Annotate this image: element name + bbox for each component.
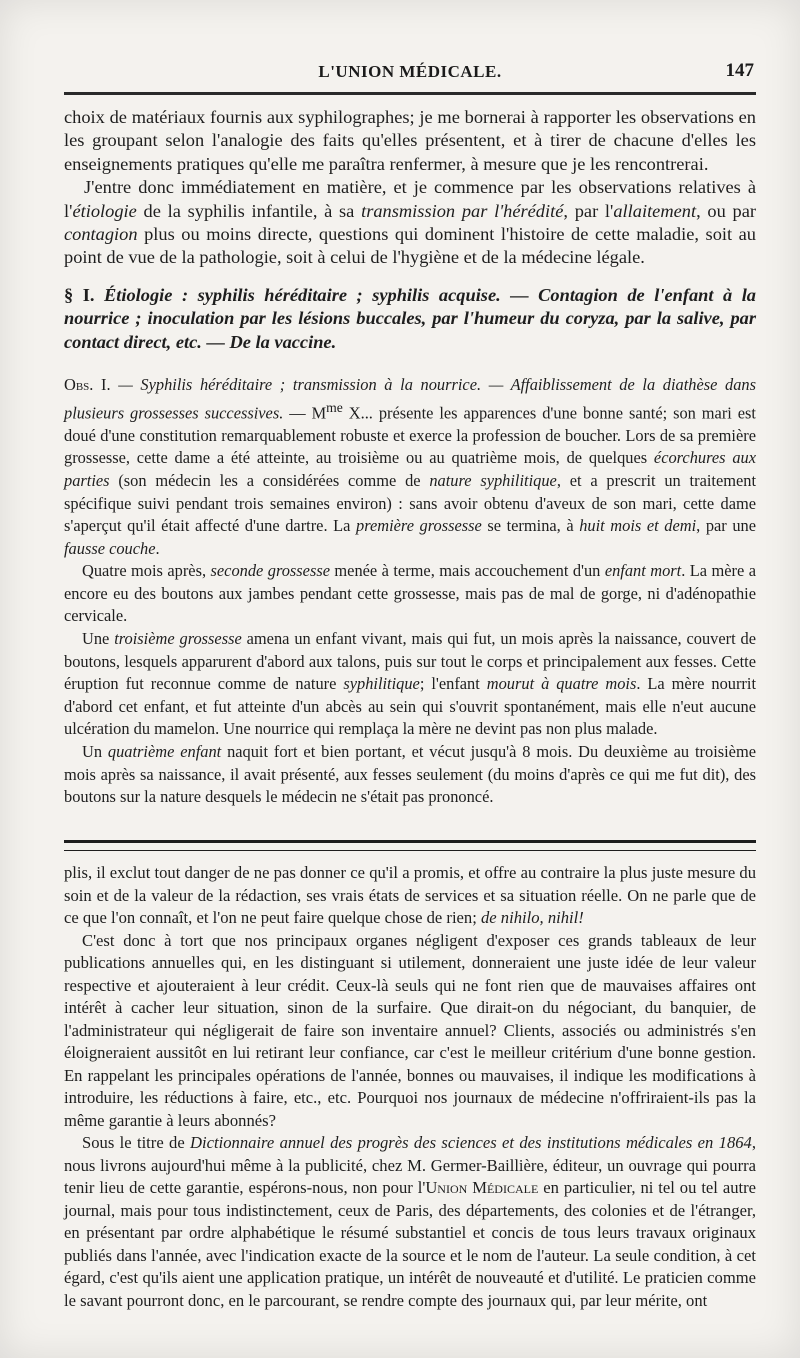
page-number: 147	[725, 60, 754, 81]
observation-label: Obs. I.	[64, 375, 111, 395]
section-heading	[64, 284, 756, 354]
observation-heading: — Syphilis héréditaire ; transmission à la nourrice. — Affaiblissement de la diathèse dans plusieurs grossesses successives.	[64, 375, 756, 423]
observation-paragraph-3: Une troisième grossesse amena un enfant vivant, mais qui fut, un mois après la naissance, couvert de boutons, lesquels apparurent d'abord aux talons, puis sur tout le corps et principalement aux fesses. Cette éruption fut reconnue comme de nature syphilitique; l'enfant mourut à quatre mois. La mère nourrit d'abord cet enfant, et fut atteinte d'un abcès au sein qui s'ouvrit spontanément, mais elle n'eut aucune ulcération du mamelon. Une nourrice qui remplaça la mère ne devint pas non plus malade.	[64, 629, 757, 739]
feuilleton-paragraph-1: plis, il exclut tout danger de ne pas donner ce qu'il a promis, et offre au contraire la plus juste mesure du soin et de la valeur de la rédaction, ses vrais états de services et sa situation réelle. On ne parle que de ce que l'on connaît, et l'on ne peut faire quelque chose de rien; de nihilo, nihil!	[64, 863, 756, 927]
section-number: § I.	[64, 284, 95, 305]
journal-title: L'UNION MÉDICALE.	[318, 62, 502, 81]
paragraph-intro: choix de matériaux fournis aux syphilographes; je me bornerai à rapporter les observations en les groupant selon l'analogie des faits qu'elles présentent, et à tirer de chacune d'elles les enseignements pratiques qu'elle me paraîtra renfermer, à mesure que je les rencontrerai.	[64, 107, 756, 174]
observation-paragraph-2: Quatre mois après, seconde grossesse menée à terme, mais accouchement d'un enfant mort. La mère a encore eu des boutons aux jambes pendant cette grossesse, mais pas de mal de gorge, ni d'adénopathie cervicale.	[64, 561, 756, 626]
observation-paragraph-4: Un quatrième enfant naquit fort et bien portant, et vécut jusqu'à 8 mois. Du deuxième au troisième mois après sa naissance, il avait présenté, aux fesses seulement (du moins d'après ce qui me fut dit), des boutons sur la nature desquels le médecin ne s'était pas prononcé.	[64, 742, 756, 807]
observation-paragraph-1: Obs. I. — Syphilis héréditaire ; transmission à la nourrice. — Affaiblissement de la diathèse dans plusieurs grossesses successives. — $M^{me}$ X... présente les apparences d'une bonne santé; son mari est doué d'une constitution remarquablement robuste et exerce la profession de boucher. Lors de sa première grossesse, cette dame a été atteinte, au troisième ou au quatrième mois, de quelques écorchures aux parties (son médecin les a considérées comme de nature syphilitique, et a prescrit un traitement spécifique suivi pendant trois semaines environ) : sans avoir obtenu d'aveux de son mari, cette dame s'aperçut qu'il était affecté d'une dartre. La première grossesse se termina, à huit mois et demi, par une fausse couche.	[64, 375, 757, 558]
section-title: Étiologie : syphilis héréditaire ; syphilis acquise. — Contagion de l'enfant à la nourrice ; inoculation par les lésions buccales, par l'humeur du coryza, par la salive, par contact direct, etc. — De la vaccine.	[64, 284, 756, 352]
feuilleton-article	[64, 862, 756, 1312]
paragraph-etiology-intro: J'entre donc immédiatement en matière, et je commence par les observations relatives à l'étiologie de la syphilis infantile, à sa transmission par l'hérédité, par l'allaitement, ou par contagion plus ou moins directe, questions qui dominent l'histoire de cette maladie, soit au point de vue de la pathologie, soit à celui de l'hygiène et de la médecine légale.	[64, 177, 757, 268]
feuilleton-paragraph-2: C'est donc à tort que nos principaux organes négligent d'exposer ces grands tableaux de leur publications annuelles qui, en les distinguant si utilement, donneraient une juste idée de leur valeur respective et ajouteraient à leur crédit. Ceux-là seuls qui ne font rien que de mauvaises affaires ont intérêt à cacher leur situation, sinon de la surfaire. Que dirait-on du négociant, du banquier, de l'administrateur qui négligerait de faire son inventaire annuel? Clients, associés ou administrés s'en éloigneraient aussitôt en lui retirant leur confiance, car c'est le meilleur critérium d'une bonne gestion. En rappelant les principales opérations de l'année, bonnes ou mauvaises, il indique les modifications à introduire, les réductions à faire, etc., etc. Pourquoi nos journaux de médecine n'offriraient-ils pas la même garantie à leurs abonnés?	[64, 930, 756, 1130]
feuilleton-paragraph-3: Sous le titre de Dictionnaire annuel des progrès des sciences et des institutions médicales en 1864, nous livrons aujourd'hui même à la publicité, chez M. Germer-Baillière, éditeur, un ouvrage qui pourra tenir lieu de cette garantie, espérons-nous, non pour l'Union Médicale en particulier, ni tel ou tel autre journal, mais pour tous indistinctement, ceux de Paris, des départements, des colonies et de l'étranger, en présentant par ordre alphabétique le résumé substantiel et concis de tous leurs travaux originaux publiés dans l'année, avec l'indication exacte de la source et le nom de l'auteur. La seule condition, à cet égard, c'est qu'ils aient une application pratique, un intérêt de nouveauté et d'utilité. Le praticien comme le savant pourront donc, en le parcourant, se rendre compte des journaux qui, par leur mérite, ont	[64, 1133, 757, 1310]
feuilleton-separator	[64, 840, 756, 851]
header-rule	[64, 92, 756, 95]
main-article	[64, 106, 756, 809]
running-header	[66, 62, 754, 86]
observation-block	[64, 374, 756, 809]
